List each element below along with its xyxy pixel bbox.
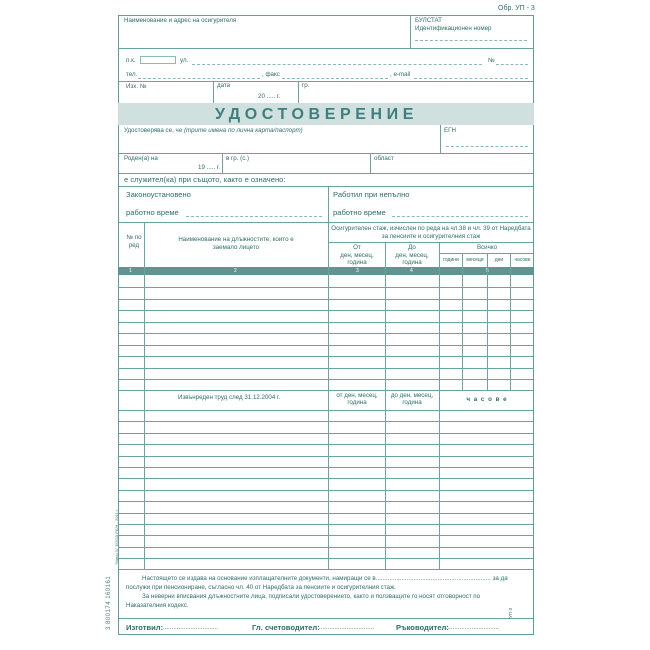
- header-divider: [118, 48, 534, 49]
- email-field[interactable]: [414, 78, 528, 79]
- warning-text-2: Наказателния кодекс.: [126, 602, 189, 609]
- egn-field[interactable]: [446, 146, 528, 147]
- id-number-label: Идентификационен номер: [415, 25, 492, 32]
- certifies-text: Удостоверява се, че: [124, 127, 183, 134]
- col-from: От: [353, 244, 361, 251]
- overtime-label: Извънреден труд след 31.12.2004 г.: [178, 394, 281, 401]
- worktime2-label: работно време: [333, 208, 386, 217]
- table-vline-1: [144, 222, 145, 569]
- table-row[interactable]: [118, 444, 534, 445]
- manager-label: Ръководител:: [396, 623, 449, 632]
- col-insured-header: Осигурителен стаж, изчислен по реда на чл.38 и чл. 39 от Наредбата за пенсиите и осигурителния стаж: [331, 225, 531, 241]
- certifies-label: [124, 128, 303, 134]
- ref-row-top: [118, 81, 534, 82]
- employed-label: е служител(ка) при същото, както е означено:: [124, 175, 286, 184]
- table-row[interactable]: [118, 356, 534, 357]
- number-label: №: [488, 57, 495, 64]
- date-label: дата: [217, 82, 231, 89]
- table-row[interactable]: [118, 299, 534, 300]
- egn-label: ЕГН: [444, 127, 456, 134]
- col-to-period: ден, месец, година: [395, 252, 429, 267]
- table-row[interactable]: [118, 513, 534, 514]
- col-number-5: 5: [486, 268, 489, 274]
- overtime-hours: ч а с о в е: [466, 396, 508, 403]
- table-row[interactable]: [118, 535, 534, 536]
- table-row[interactable]: [118, 345, 534, 346]
- statutory-label: Законоустановено: [126, 190, 191, 199]
- spine-barcode-number: 3 800174 160161: [106, 575, 112, 630]
- born-row-top: [118, 153, 534, 154]
- pk-boxes[interactable]: [140, 56, 176, 64]
- warning-text: За неверни вписвания длъжностните лица, подписали удостоверението, както и ползващите го носят отговорност по: [142, 593, 481, 600]
- prepared-label: Изготвил:: [126, 623, 164, 632]
- born-label: Роден(а) на: [124, 155, 158, 162]
- col-number-1: 1: [129, 268, 132, 274]
- sub-hours: часове: [514, 257, 531, 263]
- ref-divider: [213, 81, 214, 103]
- accountant-signature[interactable]: ................................: [319, 624, 375, 631]
- bulstat-divider: [410, 15, 411, 48]
- document-title: УДОСТОВЕРЕНИЕ: [215, 106, 419, 123]
- column-number-band: [118, 267, 534, 275]
- accountant-label: Гл. счетоводител:: [252, 623, 320, 632]
- basis-text-2: послужи при пенсиониране, съгласно чл. 40 от Наредбата за пенсиите и осигурителния стаж.: [126, 584, 396, 591]
- table-row[interactable]: [118, 558, 534, 559]
- table-row[interactable]: [118, 524, 534, 525]
- table-top: [118, 222, 534, 223]
- parttime-worktime-field[interactable]: [392, 216, 528, 217]
- date-divider: [298, 81, 299, 103]
- city-born-label: в гр. (с.): [226, 155, 250, 162]
- table-row[interactable]: [118, 467, 534, 468]
- born-year: 19 ..... г.: [198, 164, 221, 171]
- worktime-row-top: [118, 186, 534, 187]
- form-code: Обр. УП - 3: [498, 5, 535, 12]
- street-field[interactable]: [192, 64, 482, 65]
- insurer-label: Наименование и адрес на осигурителя: [124, 17, 237, 24]
- manager-signature[interactable]: ................................: [444, 624, 500, 631]
- table-row[interactable]: [118, 322, 534, 323]
- tel-field[interactable]: [138, 78, 260, 79]
- pk-label: п.к.: [126, 57, 136, 64]
- certifies-hint: (трите имена по лична карта/паспорт): [183, 127, 303, 134]
- city-label: гр.: [302, 82, 310, 89]
- col-number-4: 4: [410, 268, 413, 274]
- table-row[interactable]: [118, 310, 534, 311]
- col-no: № по ред: [126, 234, 142, 250]
- side-code: УП-3: [508, 607, 513, 618]
- spine-publisher: "Мини-Ъ" ЕООД РЕ/Н - 2011 г.: [114, 509, 119, 565]
- table-vline-2: [328, 222, 329, 569]
- table-vline-4: [439, 242, 440, 569]
- overtime-from: от ден, месец,: [336, 392, 378, 399]
- table-row[interactable]: [118, 478, 534, 479]
- number-field[interactable]: [496, 64, 528, 65]
- col-from-period: ден, месец, година: [340, 252, 374, 267]
- fax-field[interactable]: [282, 78, 388, 79]
- sub-months: месеци: [466, 257, 484, 263]
- overtime-to-year: година: [402, 399, 422, 406]
- table-row[interactable]: [118, 421, 534, 422]
- tel-label: тел.: [126, 71, 138, 78]
- overtime-from-year: година: [347, 399, 367, 406]
- col-to: До: [408, 244, 416, 251]
- date-year: 20 ..... г.: [258, 93, 281, 100]
- table-row[interactable]: [118, 547, 534, 548]
- table-row[interactable]: [118, 379, 534, 380]
- parttime-label: Работил при непълно: [333, 190, 410, 199]
- prepared-signature[interactable]: ................................: [163, 624, 219, 631]
- ref-label: Изх. №: [126, 83, 147, 90]
- region-label: област: [374, 155, 394, 162]
- table-row[interactable]: [118, 501, 534, 502]
- email-label: , e-mail: [390, 71, 411, 78]
- worktime-label: работно време: [126, 208, 179, 217]
- employed-row-top: [118, 173, 534, 174]
- sub-days: дни: [494, 257, 504, 263]
- worktime-divider: [328, 186, 329, 222]
- insured-header-divider: [328, 242, 534, 243]
- table-row[interactable]: [118, 333, 534, 334]
- col-number-3: 3: [356, 268, 359, 274]
- table-bottom: [118, 569, 534, 570]
- col-position: Наименование на длъжностите, които е заемало лицето: [178, 236, 294, 252]
- table-row[interactable]: [118, 456, 534, 457]
- overtime-to: до ден, месец,: [390, 392, 434, 399]
- table-row[interactable]: [118, 490, 534, 491]
- table-row[interactable]: [118, 433, 534, 434]
- overtime-row-top: [118, 390, 534, 391]
- table-row[interactable]: [118, 368, 534, 369]
- col-number-2: 2: [234, 268, 237, 274]
- city-divider: [370, 153, 371, 173]
- bulstat-field[interactable]: [415, 40, 527, 41]
- statutory-worktime-field[interactable]: [186, 216, 322, 217]
- fax-label: , факс: [262, 71, 280, 78]
- bulstat-label: БУЛСТАТ: [415, 17, 442, 24]
- street-label: ул.: [180, 57, 189, 64]
- sub-years: години: [443, 257, 459, 263]
- table-row[interactable]: [118, 410, 534, 411]
- table-row[interactable]: [118, 287, 534, 288]
- born-divider: [222, 153, 223, 173]
- signature-row-top: [118, 618, 534, 619]
- basis-text: Настоящето се издава на основание изплащателните документи, намиращи се в................................................................... за да: [142, 575, 508, 582]
- col-total: Всичко: [476, 244, 498, 251]
